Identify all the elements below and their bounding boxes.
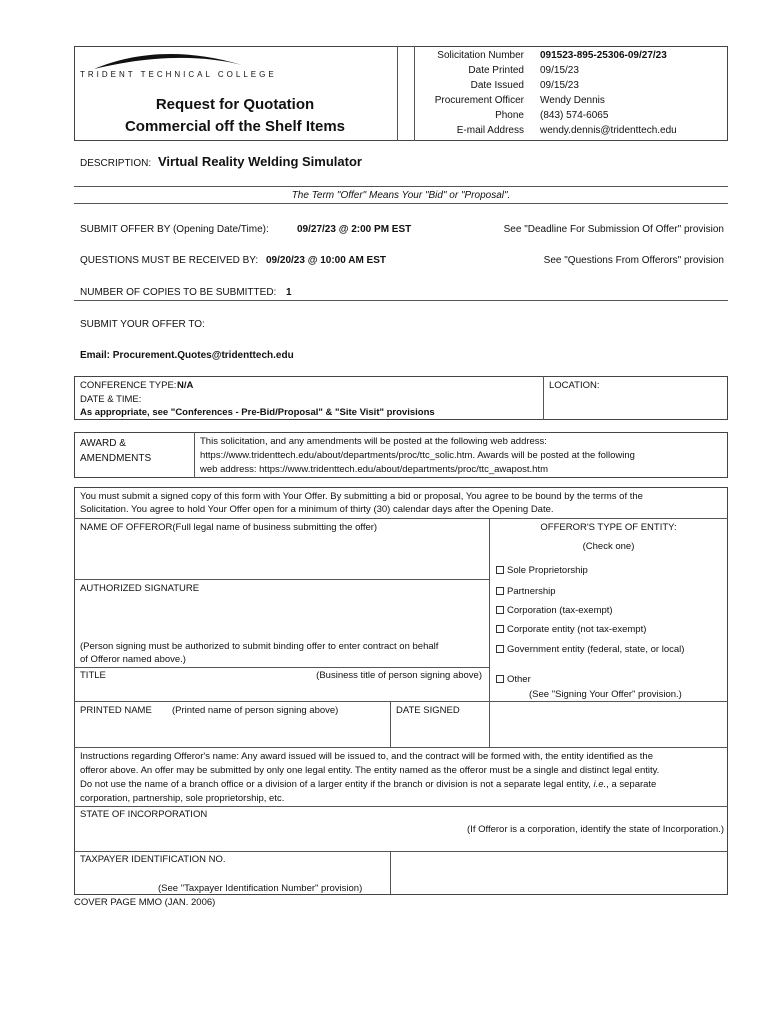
entity-option-label: Other [507, 674, 531, 685]
check-one-note: (Check one) [582, 541, 635, 552]
award-label: AWARD & [80, 438, 126, 449]
info-label: Phone [495, 110, 524, 121]
divider [74, 667, 489, 668]
signature-note: of Offeror named above.) [80, 654, 186, 665]
entity-option[interactable] [496, 585, 556, 598]
info-value: wendy.dennis@tridenttech.edu [540, 125, 677, 136]
divider [74, 186, 728, 187]
award-text: This solicitation, and any amendments will be posted at the following web address: [200, 436, 547, 447]
title-note: (Business title of person signing above) [316, 670, 482, 681]
logo-swoosh-icon [92, 47, 252, 71]
instructions-text: offeror above. An offer may be submitted by only one legal entity. The entity named as the offeror must be a single and distinct legal entity. [80, 765, 660, 776]
state-inc-label: STATE OF INCORPORATION [80, 809, 208, 820]
taxpayer-divider [390, 851, 391, 895]
divider [74, 579, 489, 580]
instructions-text-end: , a separate [606, 779, 657, 790]
award-text: https://www.tridenttech.edu/about/departments/proc/ttc_solic.htm. Awards will be posted at the following [200, 450, 635, 461]
printed-name-label: PRINTED NAME [80, 705, 152, 716]
footer-text: COVER PAGE MMO (JAN. 2006) [74, 897, 216, 908]
printed-name-field[interactable] [76, 717, 388, 745]
header-divider [397, 46, 398, 141]
award-divider [194, 432, 195, 478]
questions-label: QUESTIONS MUST BE RECEIVED BY: [80, 255, 259, 266]
conference-type-value: N/A [177, 380, 194, 391]
submit-by-label: SUBMIT OFFER BY (Opening Date/Time): [80, 224, 269, 235]
taxpayer-note: (See "Taxpayer Identification Number" provision) [158, 883, 363, 894]
entity-label: OFFEROR'S TYPE OF ENTITY: [540, 522, 677, 533]
submit-by-value: 09/27/23 @ 2:00 PM EST [297, 224, 412, 235]
info-value: Wendy Dennis [540, 95, 605, 106]
offeror-name-field[interactable] [76, 534, 487, 578]
info-label: Procurement Officer [434, 95, 524, 106]
entity-option[interactable] [496, 623, 646, 636]
conference-date-label: DATE & TIME: [80, 394, 142, 405]
description-label: DESCRIPTION: [80, 158, 152, 169]
entity-option[interactable] [496, 643, 684, 656]
signature-note: (Person signing must be authorized to submit binding offer to enter contract on behalf [80, 641, 439, 652]
info-label: Solicitation Number [437, 50, 524, 61]
entity-option-label: Corporation (tax-exempt) [507, 605, 613, 616]
info-value: 09/15/23 [540, 80, 579, 91]
divider [74, 518, 728, 519]
questions-value: 09/20/23 @ 10:00 AM EST [266, 255, 386, 266]
offeror-name-label: NAME OF OFFEROR(Full legal name of business submitting the offer) [80, 522, 378, 533]
taxpayer-field[interactable] [392, 853, 726, 893]
signing-note: (See "Signing Your Offer" provision.) [529, 689, 682, 700]
entity-option[interactable] [496, 604, 613, 617]
divider [74, 701, 728, 702]
instructions-ie: i.e. [593, 779, 607, 790]
description-value: Virtual Reality Welding Simulator [158, 154, 362, 169]
conference-divider [543, 376, 544, 420]
header-info [418, 49, 726, 139]
date-signed-field[interactable] [392, 717, 487, 745]
info-label: Date Issued [470, 80, 524, 91]
title-field[interactable] [76, 682, 487, 700]
submit-to-email: Email: Procurement.Quotes@tridenttech.edu [80, 350, 294, 361]
location-label: LOCATION: [549, 380, 600, 391]
award-label: AMENDMENTS [80, 453, 152, 464]
checkbox-icon[interactable] [496, 645, 504, 653]
date-signed-label: DATE SIGNED [396, 705, 460, 716]
copies-value: 1 [286, 287, 292, 298]
page-title: Request for Quotation [155, 96, 315, 113]
award-text: web address: https://www.tridenttech.edu/about/departments/proc/ttc_awapost.htm [200, 464, 548, 475]
instructions-text [80, 778, 656, 791]
instructions-text: Instructions regarding Offeror's name: Any award issued will be issued to, and the contract will be formed with, the entity identified as the [80, 751, 653, 762]
info-value: 09/15/23 [540, 65, 579, 76]
entity-option-label: Sole Proprietorship [507, 565, 588, 576]
info-value: 091523-895-25306-09/27/23 [540, 50, 667, 61]
submit-to-label: SUBMIT YOUR OFFER TO: [80, 319, 205, 330]
signature-label: AUTHORIZED SIGNATURE [80, 583, 200, 594]
copies-label: NUMBER OF COPIES TO BE SUBMITTED: [80, 287, 277, 298]
state-inc-field[interactable] [76, 821, 426, 849]
entity-option-label: Partnership [507, 586, 556, 597]
logo-text: TRIDENT TECHNICAL COLLEGE [80, 70, 277, 79]
entity-option-label: Corporate entity (not tax-exempt) [507, 624, 647, 635]
taxpayer-label: TAXPAYER IDENTIFICATION NO. [80, 854, 226, 865]
entity-option[interactable] [496, 673, 531, 686]
checkbox-icon[interactable] [496, 587, 504, 595]
checkbox-icon[interactable] [496, 566, 504, 574]
divider [74, 806, 728, 807]
divider [74, 203, 728, 204]
conference-type-label: CONFERENCE TYPE: [80, 380, 177, 391]
checkbox-icon[interactable] [496, 606, 504, 614]
entity-option[interactable] [496, 564, 588, 577]
offer-intro: You must submit a signed copy of this form with Your Offer. By submitting a bid or proposal, You agree to be bound by the terms of the [80, 491, 643, 502]
offer-intro: Solicitation. You agree to hold Your Offer open for a minimum of thirty (30) calendar days after the Opening Date. [80, 504, 554, 515]
offer-term-note: The Term "Offer" Means Your "Bid" or "Proposal". [291, 190, 511, 201]
checkbox-icon[interactable] [496, 675, 504, 683]
divider [74, 851, 728, 852]
instructions-text-part: Do not use the name of a branch office or a division of a larger entity if the branch or division is not a separate legal entity, [80, 779, 591, 790]
instructions-text: corporation, partnership, sole proprietorship, etc. [80, 793, 285, 804]
printed-divider [390, 701, 391, 747]
printed-name-note: (Printed name of person signing above) [172, 705, 339, 716]
info-label: Date Printed [468, 65, 524, 76]
divider [74, 747, 728, 748]
signature-field[interactable] [76, 595, 487, 635]
title-label: TITLE [80, 670, 106, 681]
checkbox-icon[interactable] [496, 625, 504, 633]
page-subtitle: Commercial off the Shelf Items [124, 118, 346, 135]
state-inc-note: (If Offeror is a corporation, identify the state of Incorporation.) [467, 824, 724, 835]
conference-note: As appropriate, see "Conferences - Pre-Bid/Proposal" & "Site Visit" provisions [80, 407, 435, 418]
header-divider-2 [414, 46, 415, 141]
divider [74, 300, 728, 301]
questions-note: See "Questions From Offerors" provision [543, 255, 724, 266]
info-label: E-mail Address [456, 125, 524, 136]
info-value: (843) 574-6065 [540, 110, 609, 121]
entity-option-label: Government entity (federal, state, or local) [507, 644, 685, 655]
submit-by-note: See "Deadline For Submission Of Offer" provision [503, 224, 724, 235]
